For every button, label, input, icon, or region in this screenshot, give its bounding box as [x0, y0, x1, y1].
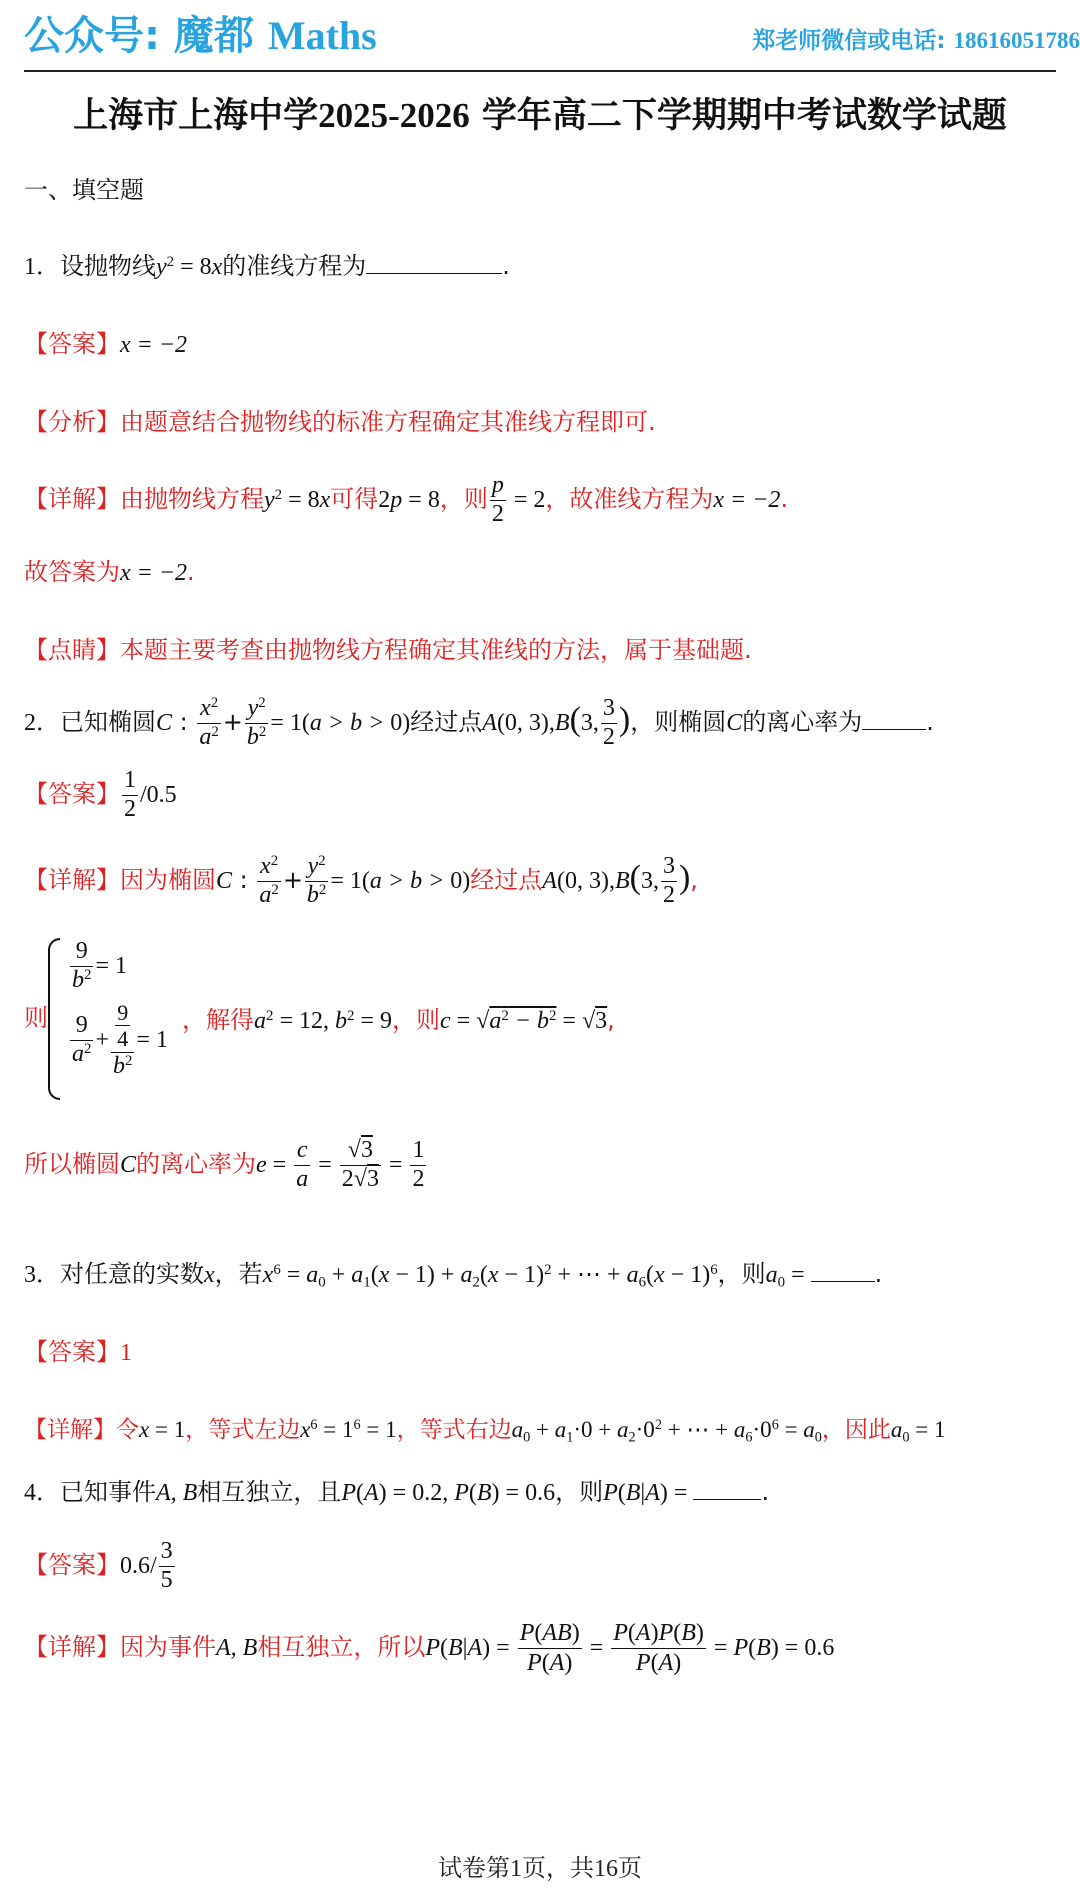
answer-blank [862, 704, 926, 730]
answer-blank [811, 1256, 875, 1282]
q2-detail: 【详解】因为椭圆C : $\frac{x^2}{a^2}$ + $\frac{y^2}{b^2}$ = 1(a > b > 0)经过点A(0, 3),B(3, $\frac{3}{2}$ ), [24, 852, 698, 908]
q1-point: 【点睛】本题主要考查由抛物线方程确定其准线的方法，属于基础题. [24, 636, 752, 664]
question-4: 4．已知事件A, B相互独立，且P(A) = 0.2, P(B) = 0.6，则P(B|A) = . [24, 1474, 769, 1511]
left-brace [48, 938, 60, 1100]
q3-detail: 【详解】令x = 1，等式左边$x^6 = 1^6 = 1$，等式右边$a_0 + a_1\cdot 0 + a_2\cdot 0^2$ + ⋯ + $a_6\cdot 0^6 = a_0$，因此$a_0 = 1$ [24, 1417, 946, 1446]
q2-then-label: 则 [24, 1004, 48, 1032]
q2-conclusion: 所以椭圆C的离心率为e = $\frac{c}{a}$ = $\frac{√3}{2√3}$ = $\frac{1}{2}$ [24, 1136, 425, 1192]
q1-conclusion: 故答案为x = −2. [24, 558, 195, 586]
section-heading: 一、填空题 [24, 176, 144, 204]
contact-info: 郑老师微信或电话: 18616051786 [752, 28, 1080, 54]
page-footer: 试卷第1页，共16页 [438, 1856, 642, 1882]
q2-solve: ，解得$a^2 = 12$, $b^2 = 9$，则$c = √a^2 - b^2 = √3$, [182, 1006, 615, 1034]
q4-detail: 【详解】因为事件A, B相互独立，所以P(B|A) = $\frac{P(AB)}{P(A)}$ = $\frac{P(A)P(B)}{P(A)}$ = P(B) = 0.6 [24, 1619, 835, 1676]
question-2: 2．已知椭圆C : $\frac{x^2}{a^2}$ + $\frac{y^2}{b^2}$ = 1(a > b > 0)经过点A(0, 3),B(3, $\frac{3}{2}$ )，则椭圆C的离心率为 . [24, 694, 934, 750]
question-3: 3．对任意的实数x，若$x^6 = a_0 + a_1(x - 1) + a_2(x - 1)^2$ + ⋯ + $a_6(x - 1)^6$，则$a_0$ = . [24, 1256, 882, 1293]
q1-analysis: 【分析】由题意结合抛物线的标准方程确定其准线方程即可. [24, 408, 656, 436]
answer-blank [693, 1474, 761, 1500]
question-1: 1．设抛物线$y^2 = 8x$的准线方程为 . [24, 248, 510, 285]
q2-answer: 【答案】 $\frac{1}{2}$ /0.5 [24, 766, 177, 822]
q1-answer: 【答案】x = −2 [24, 330, 188, 358]
q4-answer: 【答案】0.6/ $\frac{3}{5}$ [24, 1537, 173, 1593]
q1-detail: 【详解】由抛物线方程$y^2 = 8x$可得2p = 8，则 $\frac{p}{2}$ = 2，故准线方程为x = −2. [24, 471, 789, 527]
equation-system [24, 938, 194, 1100]
brand-logo: 公众号: 魔都 Maths [24, 13, 377, 59]
page-title: 上海市上海中学2025-2026 学年高二下学期期中考试数学试题 [73, 96, 1007, 136]
answer-blank [366, 248, 502, 274]
system-eq-1: $\frac{9}{b^2}$ = 1 [72, 938, 127, 993]
q3-answer: 【答案】1 [24, 1338, 132, 1366]
system-eq-2: $\frac{9}{a^2}$ + $\frac{\frac{9}{4}}{b^2}$ = 1 [72, 1000, 168, 1079]
